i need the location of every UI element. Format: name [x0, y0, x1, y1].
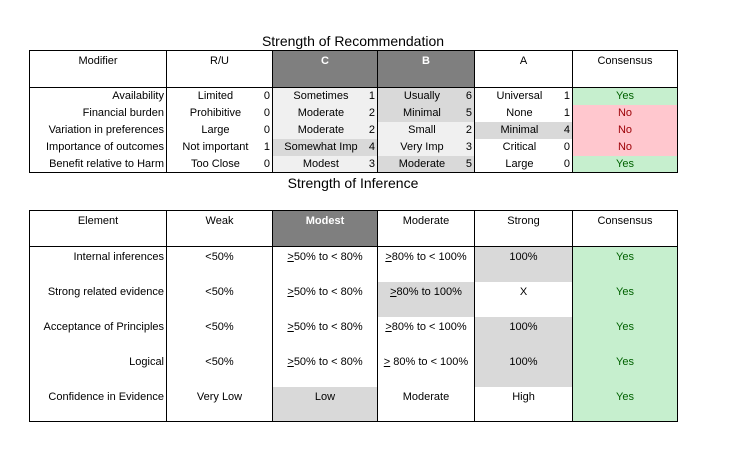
modest-value: 50% to < 80%	[293, 251, 363, 263]
strong-cell: X	[475, 282, 573, 317]
element-cell: Internal inferences	[30, 247, 167, 282]
b-cell: Very Imp	[400, 141, 444, 153]
ru-cell: Large	[201, 124, 230, 136]
c-count: 3	[368, 157, 375, 170]
b-count: 6	[465, 90, 472, 103]
modest-value: 50% to < 80%	[293, 355, 363, 368]
modest-cell	[273, 387, 378, 422]
moderate-value: 80% to < 100%	[391, 320, 467, 333]
inference-title: Strength of Inference	[287, 175, 419, 191]
a-cell: Large	[505, 157, 534, 170]
weak-cell: <50%	[167, 352, 273, 387]
consensus-cell: Yes	[573, 282, 678, 317]
strong-cell: 100%	[475, 352, 573, 387]
ge-symbol: >	[385, 320, 392, 333]
consensus-cell: No	[573, 122, 678, 139]
consensus-cell: Yes	[573, 317, 678, 352]
element-cell: Acceptance of Principles	[30, 317, 167, 352]
ge-symbol: >	[287, 285, 294, 298]
ru-count: 0	[263, 90, 270, 103]
a-count: 4	[563, 124, 570, 136]
table-row	[30, 317, 678, 352]
strong-cell: 100%	[475, 317, 573, 352]
ru-count: 0	[263, 157, 270, 170]
strong-cell: 100%	[475, 247, 573, 282]
modest-cell	[273, 247, 378, 282]
table-row	[30, 156, 678, 173]
modest-cell	[273, 282, 378, 317]
header-modifier: Modifier	[30, 51, 167, 88]
modest-cell	[273, 317, 378, 352]
modifier-cell: Variation in preferences	[30, 122, 167, 139]
a-cell: None	[506, 107, 533, 119]
header-b: B	[378, 51, 475, 88]
c-cell: Moderate	[297, 124, 345, 136]
c-cell: Sometimes	[293, 90, 349, 103]
consensus-cell: Yes	[573, 247, 678, 282]
table-row	[30, 352, 678, 387]
moderate-value: 80% to < 100%	[391, 251, 467, 263]
table-row	[30, 88, 678, 105]
weak-cell: Very Low	[167, 387, 273, 422]
c-count: 4	[368, 141, 375, 153]
moderate-cell	[378, 317, 475, 352]
recommendation-table	[29, 50, 678, 173]
modest-cell	[273, 352, 378, 387]
ru-cell: Prohibitive	[189, 107, 242, 119]
ru-count: 1	[263, 141, 270, 153]
b-count: 2	[465, 124, 472, 136]
weak-cell: <50%	[167, 317, 273, 352]
a-cell: Universal	[496, 90, 543, 103]
ru-cell: Too Close	[190, 157, 240, 170]
table-row	[30, 387, 678, 422]
c-cell: Somewhat Imp	[284, 141, 358, 153]
ge-symbol: >	[383, 355, 391, 368]
consensus-cell: No	[573, 105, 678, 122]
b-count: 5	[465, 107, 472, 119]
modest-value: 50% to < 80%	[293, 320, 363, 333]
weak-cell: <50%	[167, 282, 273, 317]
consensus-cell: Yes	[573, 88, 678, 105]
c-cell: Moderate	[297, 107, 345, 119]
header-c: C	[273, 51, 378, 88]
moderate-value: 80% to < 100%	[390, 355, 469, 368]
table-row	[30, 139, 678, 156]
b-cell: Usually	[403, 90, 440, 103]
c-cell: Modest	[302, 157, 339, 170]
modifier-cell: Financial burden	[30, 105, 167, 122]
modest-value: 50% to < 80%	[293, 285, 363, 298]
a-cell: Minimal	[500, 124, 539, 136]
ru-count: 0	[263, 124, 270, 136]
moderate-cell	[378, 247, 475, 282]
ru-count: 0	[263, 107, 270, 119]
ge-symbol: >	[287, 355, 294, 368]
consensus-cell: Yes	[573, 156, 678, 173]
header-moderate: Moderate	[378, 211, 475, 247]
ge-symbol: >	[385, 251, 392, 263]
a-count: 0	[563, 157, 570, 170]
consensus-cell: No	[573, 139, 678, 156]
modifier-cell: Availability	[30, 88, 167, 105]
inference-table	[29, 210, 678, 422]
table-row	[30, 247, 678, 282]
moderate-cell	[378, 352, 475, 387]
header-a: A	[475, 51, 573, 88]
header-strong: Strong	[475, 211, 573, 247]
a-count: 0	[563, 141, 570, 153]
ru-cell: Limited	[197, 90, 234, 103]
modest-value: Low	[314, 390, 336, 403]
b-cell: Moderate	[398, 157, 446, 170]
b-cell: Small	[408, 124, 436, 136]
weak-cell: <50%	[167, 247, 273, 282]
b-count: 5	[465, 157, 472, 170]
moderate-cell	[378, 282, 475, 317]
consensus-cell: Yes	[573, 387, 678, 422]
c-count: 2	[368, 107, 375, 119]
header-ru: R/U	[167, 51, 273, 88]
modifier-cell: Benefit relative to Harm	[30, 156, 167, 173]
b-count: 3	[465, 141, 472, 153]
header-consensus: Consensus	[573, 211, 678, 247]
b-cell: Minimal	[402, 107, 441, 119]
header-weak: Weak	[167, 211, 273, 247]
element-cell: Confidence in Evidence	[30, 387, 167, 422]
table-row	[30, 122, 678, 139]
table-row	[30, 105, 678, 122]
element-cell: Strong related evidence	[30, 282, 167, 317]
moderate-value: Moderate	[402, 390, 450, 403]
a-cell: Critical	[502, 141, 537, 153]
element-cell: Logical	[30, 352, 167, 387]
c-count: 1	[368, 90, 375, 103]
consensus-cell: Yes	[573, 352, 678, 387]
ru-cell: Not important	[182, 141, 249, 153]
modifier-cell: Importance of outcomes	[30, 139, 167, 156]
moderate-value: 80% to 100%	[396, 285, 462, 298]
header-consensus: Consensus	[573, 51, 678, 88]
c-count: 2	[368, 124, 375, 136]
a-count: 1	[563, 90, 570, 103]
moderate-cell	[378, 387, 475, 422]
ge-symbol: >	[287, 320, 294, 333]
a-count: 1	[563, 107, 570, 119]
header-element: Element	[30, 211, 167, 247]
header-modest: Modest	[273, 211, 378, 247]
table-row	[30, 282, 678, 317]
strong-cell: High	[475, 387, 573, 422]
ge-symbol: >	[390, 285, 397, 298]
ge-symbol: >	[287, 251, 294, 263]
recommendation-title: Strength of Recommendation	[261, 33, 445, 49]
